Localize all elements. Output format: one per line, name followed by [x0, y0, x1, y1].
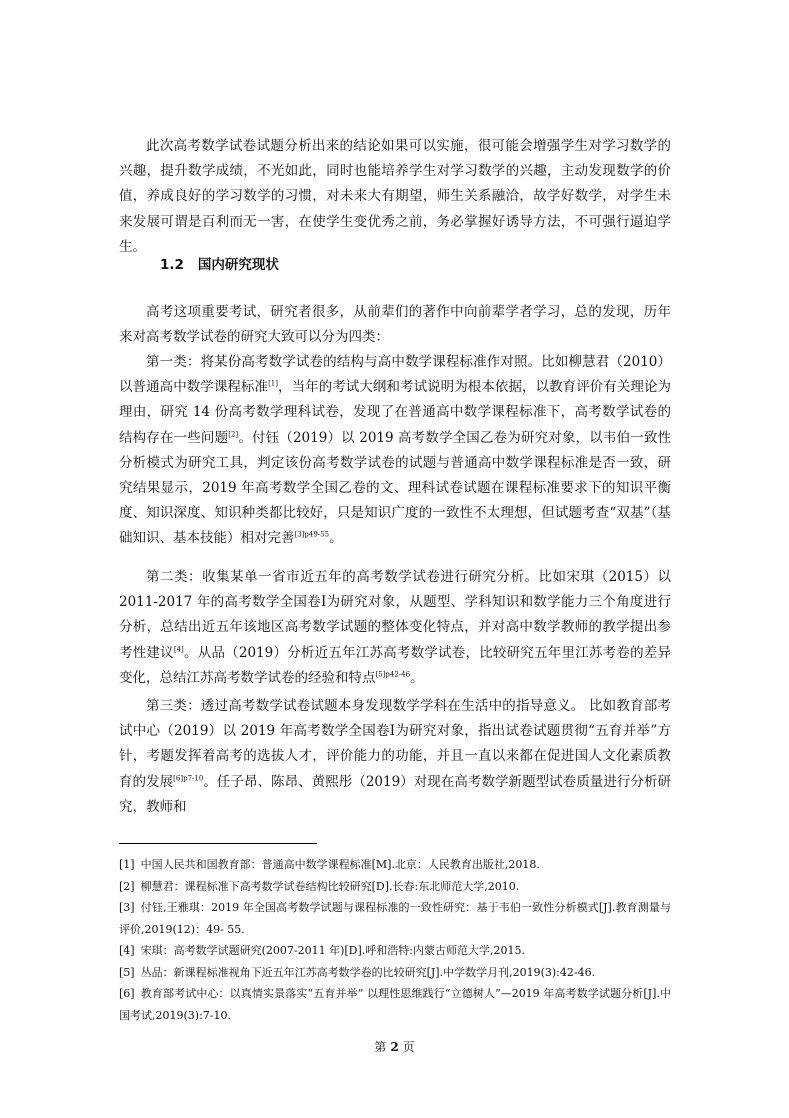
- type-two-paragraph: [119, 565, 671, 691]
- citation-marker: [6]p7-10: [173, 774, 204, 783]
- section-number: 1.2: [160, 257, 184, 273]
- paragraph-text: 高考这项重要考试，研究者很多，从前辈们的著作中向前辈学者学习，总的发现，历年来对高考数学试卷的研究大致可以分为四类：: [119, 304, 671, 346]
- footnote-item: [119, 962, 671, 984]
- section-heading: [160, 253, 279, 273]
- citation-marker: [1]: [268, 379, 278, 388]
- intro-paragraph: [119, 134, 671, 260]
- footnote-list: [119, 854, 671, 1026]
- page-suffix: 页: [402, 1040, 415, 1054]
- paragraph-text: 。: [329, 530, 343, 547]
- overview-paragraph: [119, 300, 671, 350]
- footnote-divider: [119, 843, 317, 844]
- footnote-text: 丛品：新课程标准视角下近五年江苏高考数学卷的比较研究[J].中学数学月刊,2019(3):42-46.: [140, 965, 596, 979]
- footnote-mark: [1]: [119, 858, 135, 871]
- footnote-item: [119, 983, 671, 1026]
- citation-marker: [3]p49-55: [294, 530, 330, 539]
- footnote-item: [119, 897, 671, 940]
- footnote-mark: [2]: [119, 879, 135, 893]
- footnote-text: 柳慧君：课程标准下高考数学试卷结构比较研究[D].长春:东北师范大学,2010.: [140, 879, 520, 893]
- footnote-mark: [6]: [119, 987, 135, 1000]
- page-number-value: 2: [390, 1040, 399, 1054]
- page-prefix: 第: [374, 1040, 387, 1054]
- footnote-mark: [3]: [119, 901, 135, 914]
- type-three-paragraph: [119, 694, 671, 820]
- footnote-mark: [4]: [119, 944, 135, 957]
- paragraph-text: 。从品（2019）分析近五年江苏高考数学试卷，比较研究五年里江苏考卷的差异变化，总结江苏高考数学试卷的经验和特点: [119, 644, 672, 686]
- citation-marker: [5]p42-46: [375, 670, 411, 679]
- section-title: 国内研究现状: [197, 257, 279, 273]
- paragraph-text: 。: [410, 669, 424, 686]
- footnote-item: [119, 876, 671, 898]
- paragraph-text: 第一类：将某份高考数学试卷的结构与高中数学课程标准作对照。比如柳慧君（2010）以普通高中数学课程标准: [119, 354, 671, 396]
- footnote-text: 付钰,王雅琪：2019 年全国高考数学试题与课程标准的一致性研究：基于韦伯一致性分析模式[J].教育测量与评价,2019(12)：49- 55.: [119, 901, 671, 936]
- page-number: [0, 1038, 789, 1055]
- footnote-text: 教育部考试中心：以真情实景落实“五育并举” 以理性思维践行“立德树人”—2019 年高考数学试题分析[J].中国考试,2019(3):7-10.: [119, 987, 671, 1022]
- type-one-paragraph: [119, 350, 671, 552]
- paragraph-text: 。付钰（2019）以 2019 高考数学全国乙卷为研究对象，以韦伯一致性分析模式为研究工具，判定该份高考数学试卷的试题与普通高中数学课程标准是否一致，研究结果显示，2019 年高考数学全国乙卷的文、理科试卷试题在课程标准要求下的知识平衡度、知识深度、知识种类都比较好，只是知识广度的一致性不太理想，但试题考查“双基”（基础知识、基本技能）相对完善: [119, 429, 671, 547]
- paragraph-text: 。任子昂、陈昂、黄熙彤（2019）对现在高考数学新题型试卷质量进行分析研究，教师和: [119, 773, 672, 815]
- paragraph-text: 此次高考数学试卷试题分析出来的结论如果可以实施，很可能会增强学生对学习数学的兴趣，提升数学成绩，不光如此，同时也能培养学生对学习数学的兴趣，主动发现数学的价值，养成良好的学习数学的习惯，对未来大有期望，师生关系融洽，故学好数学，对学生未来发展可谓是百利而无一害，在使学生变优秀之前，务必掌握好诱导方法，不可强行逼迫学生。: [119, 138, 671, 255]
- citation-marker: [2]: [228, 430, 239, 439]
- footnote-item: [119, 854, 671, 876]
- citation-marker: [4]: [173, 645, 184, 654]
- paragraph-text: 第二类：收集某单一省市近五年的高考数学试卷进行研究分析。比如宋琪（2015）以 2011-2017 年的高考数学全国卷Ⅰ为研究对象，从题型、学科知识和数学能力三个角度进行分析，总结出近五年该地区高考数学试题的整体变化特点，并对高中数学教师的教学提出参考性建议: [119, 569, 671, 661]
- footnote-text: 宋琪：高考数学试题研究(2007-2011 年)[D].呼和浩特:内蒙古师范大学,2015.: [140, 944, 525, 957]
- paragraph-text: ，当年的考试大纲和考试说明为根本依据，以教育评价有关理论为理由，研究 14 份高考数学理科试卷，发现了在普通高中数学课程标准下，高考数学试卷的结构存在一些问题: [119, 379, 672, 446]
- footnote-item: [119, 940, 671, 962]
- footnote-text: 中国人民共和国教育部：普通高中数学课程标准[M].北京：人民教育出版社,2018.: [140, 858, 540, 871]
- paragraph-text: 第三类：透过高考数学试卷试题本身发现数学学科在生活中的指导意义。 比如教育部考试中心（2019）以 2019 年高考数学全国卷Ⅰ为研究对象，指出试卷试题贯彻“五育并举”方针，考题发挥着高考的选拔人才，评价能力的功能，并且一直以来都在促进国人文化素质教育的发展: [119, 698, 671, 790]
- footnote-mark: [5]: [119, 965, 135, 979]
